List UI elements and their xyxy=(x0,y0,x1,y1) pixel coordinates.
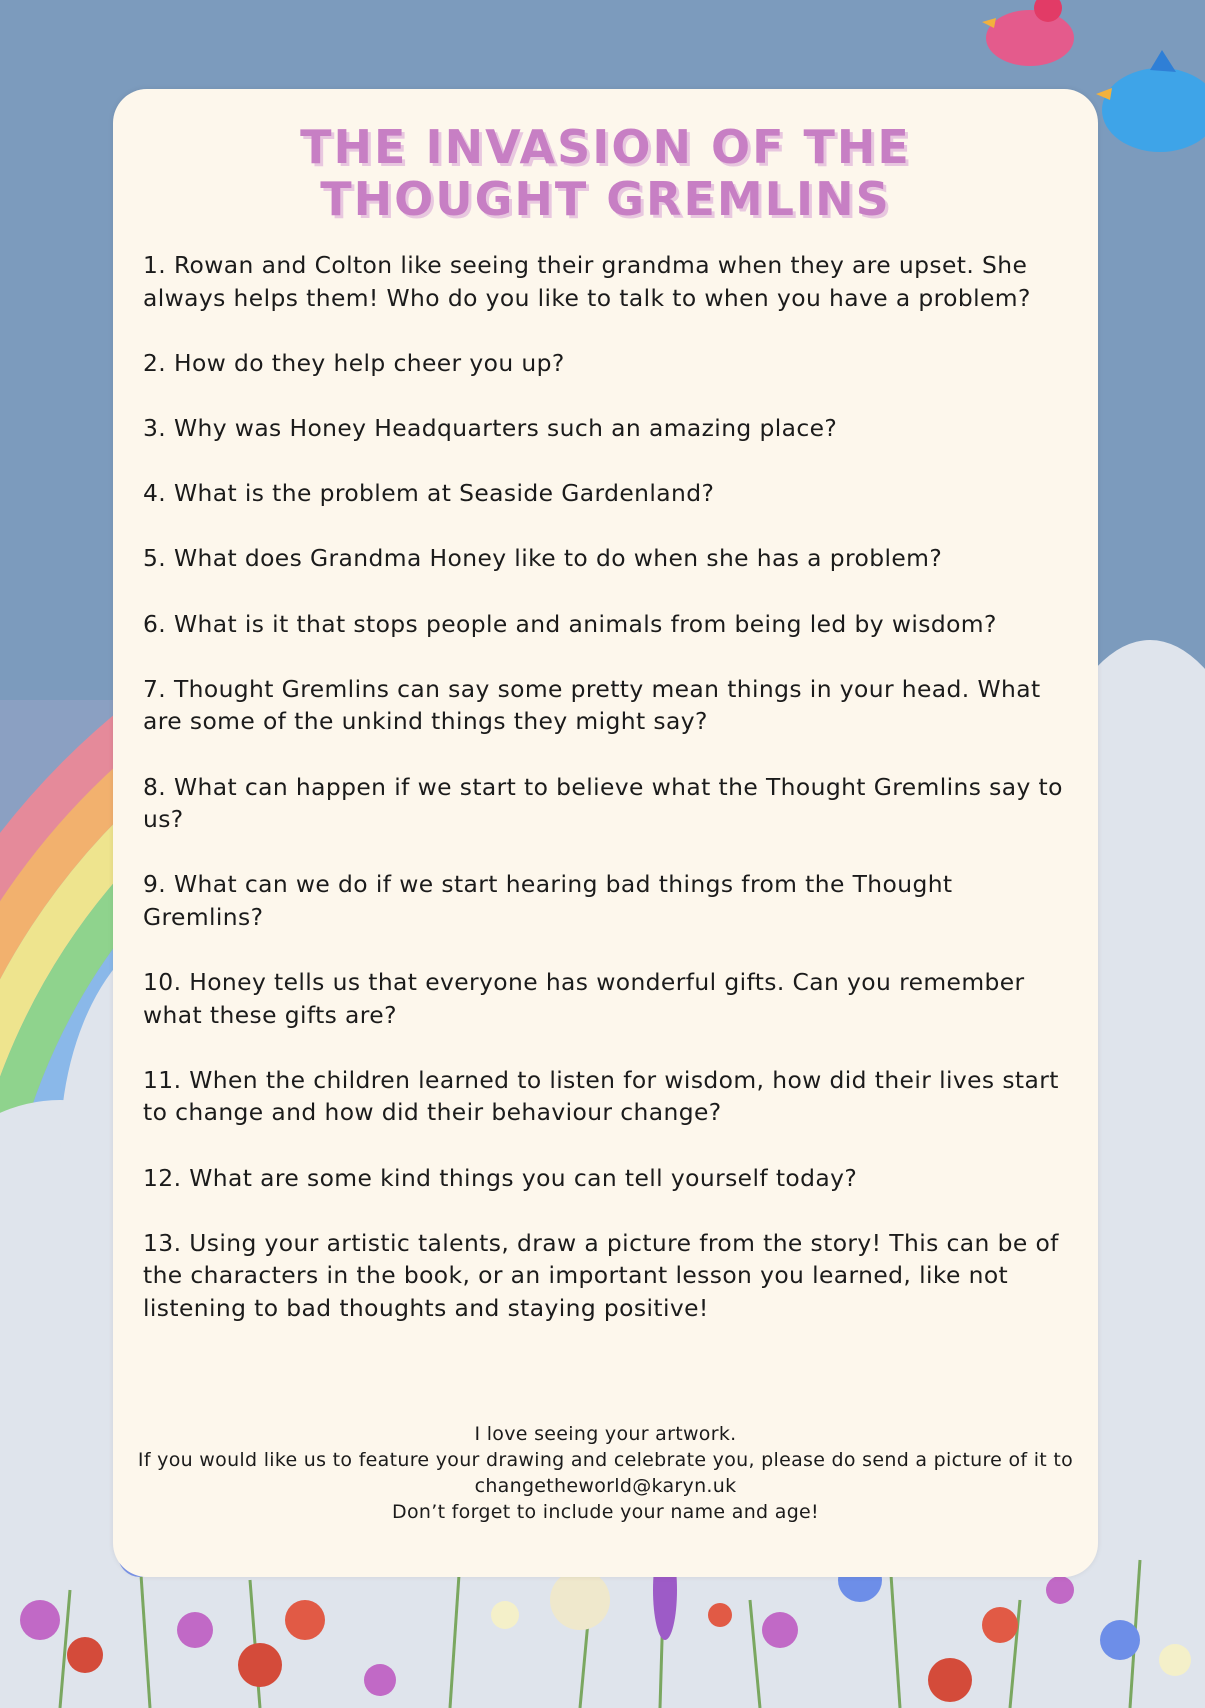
question-item: 1. Rowan and Colton like seeing their grandma when they are upset. She always helps them! Who do you like to talk to when you have a problem? xyxy=(143,251,1031,312)
footer-note xyxy=(133,1421,1078,1525)
title-line: THOUGHT GREMLINS xyxy=(320,172,891,226)
footer-line: I love seeing your artwork. xyxy=(474,1423,737,1445)
question-item: 7. Thought Gremlins can say some pretty mean things in your head. What are some of the unkind things they might say? xyxy=(143,674,1041,736)
footer-line: Don’t forget to include your name and age! xyxy=(392,1501,819,1523)
question-list xyxy=(143,249,1073,1357)
question-item: 3. Why was Honey Headquarters such an amazing place? xyxy=(143,413,838,442)
question-item: 13. Using your artistic talents, draw a picture from the story! This can be of the characters in the book, or an important lesson you learned, like not listening to bad thoughts and staying positive! xyxy=(143,1228,1059,1322)
question-item: 2. How do they help cheer you up? xyxy=(143,348,565,377)
question-item: 5. What does Grandma Honey like to do when she has a problem? xyxy=(143,544,943,573)
question-item: 4. What is the problem at Seaside Gardenland? xyxy=(143,479,715,508)
question-item: 6. What is it that stops people and animals from being led by wisdom? xyxy=(143,609,997,638)
title-line: THE INVASION OF THE xyxy=(300,120,911,174)
question-item: 12. What are some kind things you can tell yourself today? xyxy=(143,1163,858,1192)
question-item: 10. Honey tells us that everyone has wonderful gifts. Can you remember what these gifts are? xyxy=(143,968,1025,1029)
footer-line: If you would like us to feature your drawing and celebrate you, please do send a picture of it to changetheworld@karyn.uk xyxy=(137,1449,1074,1497)
question-item: 8. What can happen if we start to believe what the Thought Gremlins say to us? xyxy=(143,772,1063,834)
page-title xyxy=(113,121,1098,225)
questions-card xyxy=(113,89,1098,1577)
question-item: 11. When the children learned to listen for wisdom, how did their lives start to change and how did their behaviour change? xyxy=(143,1065,1059,1127)
question-item: 9. What can we do if we start hearing bad things from the Thought Gremlins? xyxy=(143,870,953,931)
